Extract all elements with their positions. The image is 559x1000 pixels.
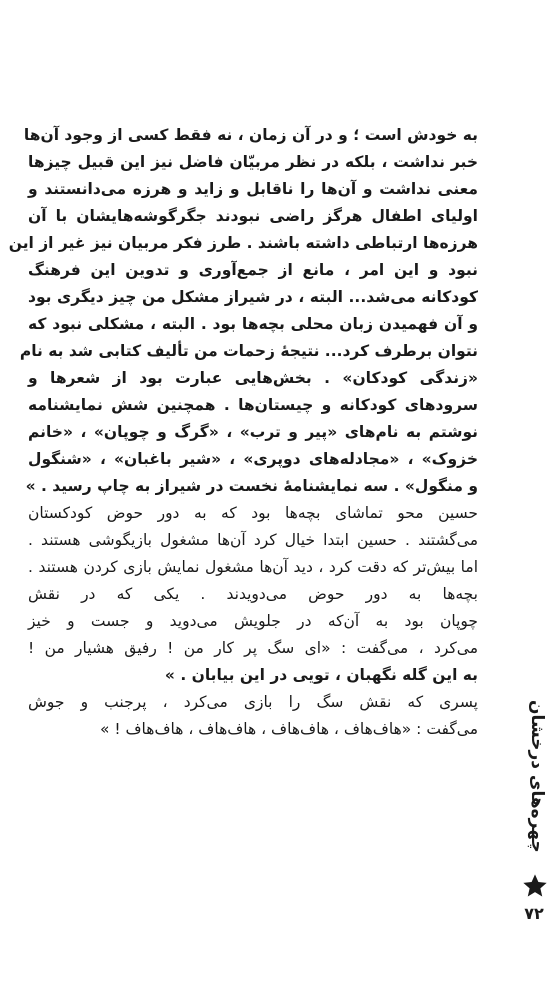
text-line: نبود و این امر ، مانع از جمع‌آوری و تدوین این فرهنگ xyxy=(28,261,478,279)
text-line: معنی نداشت و آن‌ها را ناقابل و زاید و هرزه می‌دانستند و xyxy=(28,180,478,198)
text-line: حسین محو تماشای بچه‌ها بود که به دور حوض کودکستان xyxy=(28,504,478,522)
text-line: می‌گشتند . حسین ابتدا خیال کرد آن‌ها مشغول بازیگوشی هستند . xyxy=(28,531,478,549)
text-line: اما بیش‌تر که دقت کرد ، دید آن‌ها مشغول نمایش بازی کردن هستند . xyxy=(28,558,478,576)
text-line: «زندگی کودکان» . بخش‌هایی عبارت بود از شعرها و xyxy=(28,369,478,387)
text-line: به خودش است ؛ و در آن زمان ، نه فقط کسی از وجود آن‌ها xyxy=(23,126,478,144)
page-number: ۷۲ xyxy=(524,904,544,923)
text-line: کودکانه می‌شد... البته ، در شیراز مشکل من چیز دیگری بود xyxy=(28,288,478,306)
page-text xyxy=(8,122,478,743)
text-line: چوپان بود به آن‌که در جلویش می‌دوید و جست و خیز xyxy=(28,612,478,630)
text-line: اولیای اطفال هرگز راضی نبودند جگرگوشه‌هایشان با آن xyxy=(28,207,478,225)
text-line: می‌گفت : «هاف‌هاف ، هاف‌هاف ، هاف‌هاف ، هاف‌هاف ! » xyxy=(99,720,478,738)
text-line: خبر نداشت ، بلکه در نظر مربیّان فاضل نیز این قبیل چیزها xyxy=(28,153,478,171)
text-line: نتوان برطرف کرد... نتیجهٔ زحمات من تألیف کتابی شد به نام xyxy=(19,342,478,360)
star-icon xyxy=(521,872,549,900)
text-line: و منگول» . سه نمایشنامهٔ نخست در شیراز به چاپ رسید . » xyxy=(25,477,478,495)
text-line: نوشتم به نام‌های «پیر و ترب» ، «گرگ و چوپان» ، «خانم xyxy=(28,423,478,441)
text-line: بچه‌ها به دور حوض می‌دویدند . یکی که در نقش xyxy=(28,585,478,603)
text-line: سرودهای کودکانه و چیستان‌ها . همچنین شش نمایشنامه xyxy=(28,396,478,414)
text-line: به این گله نگهبان ، تویی در این بیابان . » xyxy=(164,666,478,684)
text-line: می‌کرد ، می‌گفت : «ای سگ پر کار من ! رفیق هشیار من ! xyxy=(28,639,478,657)
text-line: پسری که نقش سگ را بازی می‌کرد ، پرجنب و جوش xyxy=(28,693,478,711)
text-line: هرزه‌ها ارتباطی داشته باشند . طرز فکر مربیان نیز غیر از این xyxy=(8,234,478,252)
text-line: و آن فهمیدن زبان محلی بچه‌ها بود . البته ، مشکلی نبود که xyxy=(28,315,478,333)
text-line: خزوک» ، «مجادله‌های دوپری» ، «شیر باغبان» ، «شنگول xyxy=(28,450,478,468)
book-title-label: چهره‌های درخشان xyxy=(527,700,547,853)
